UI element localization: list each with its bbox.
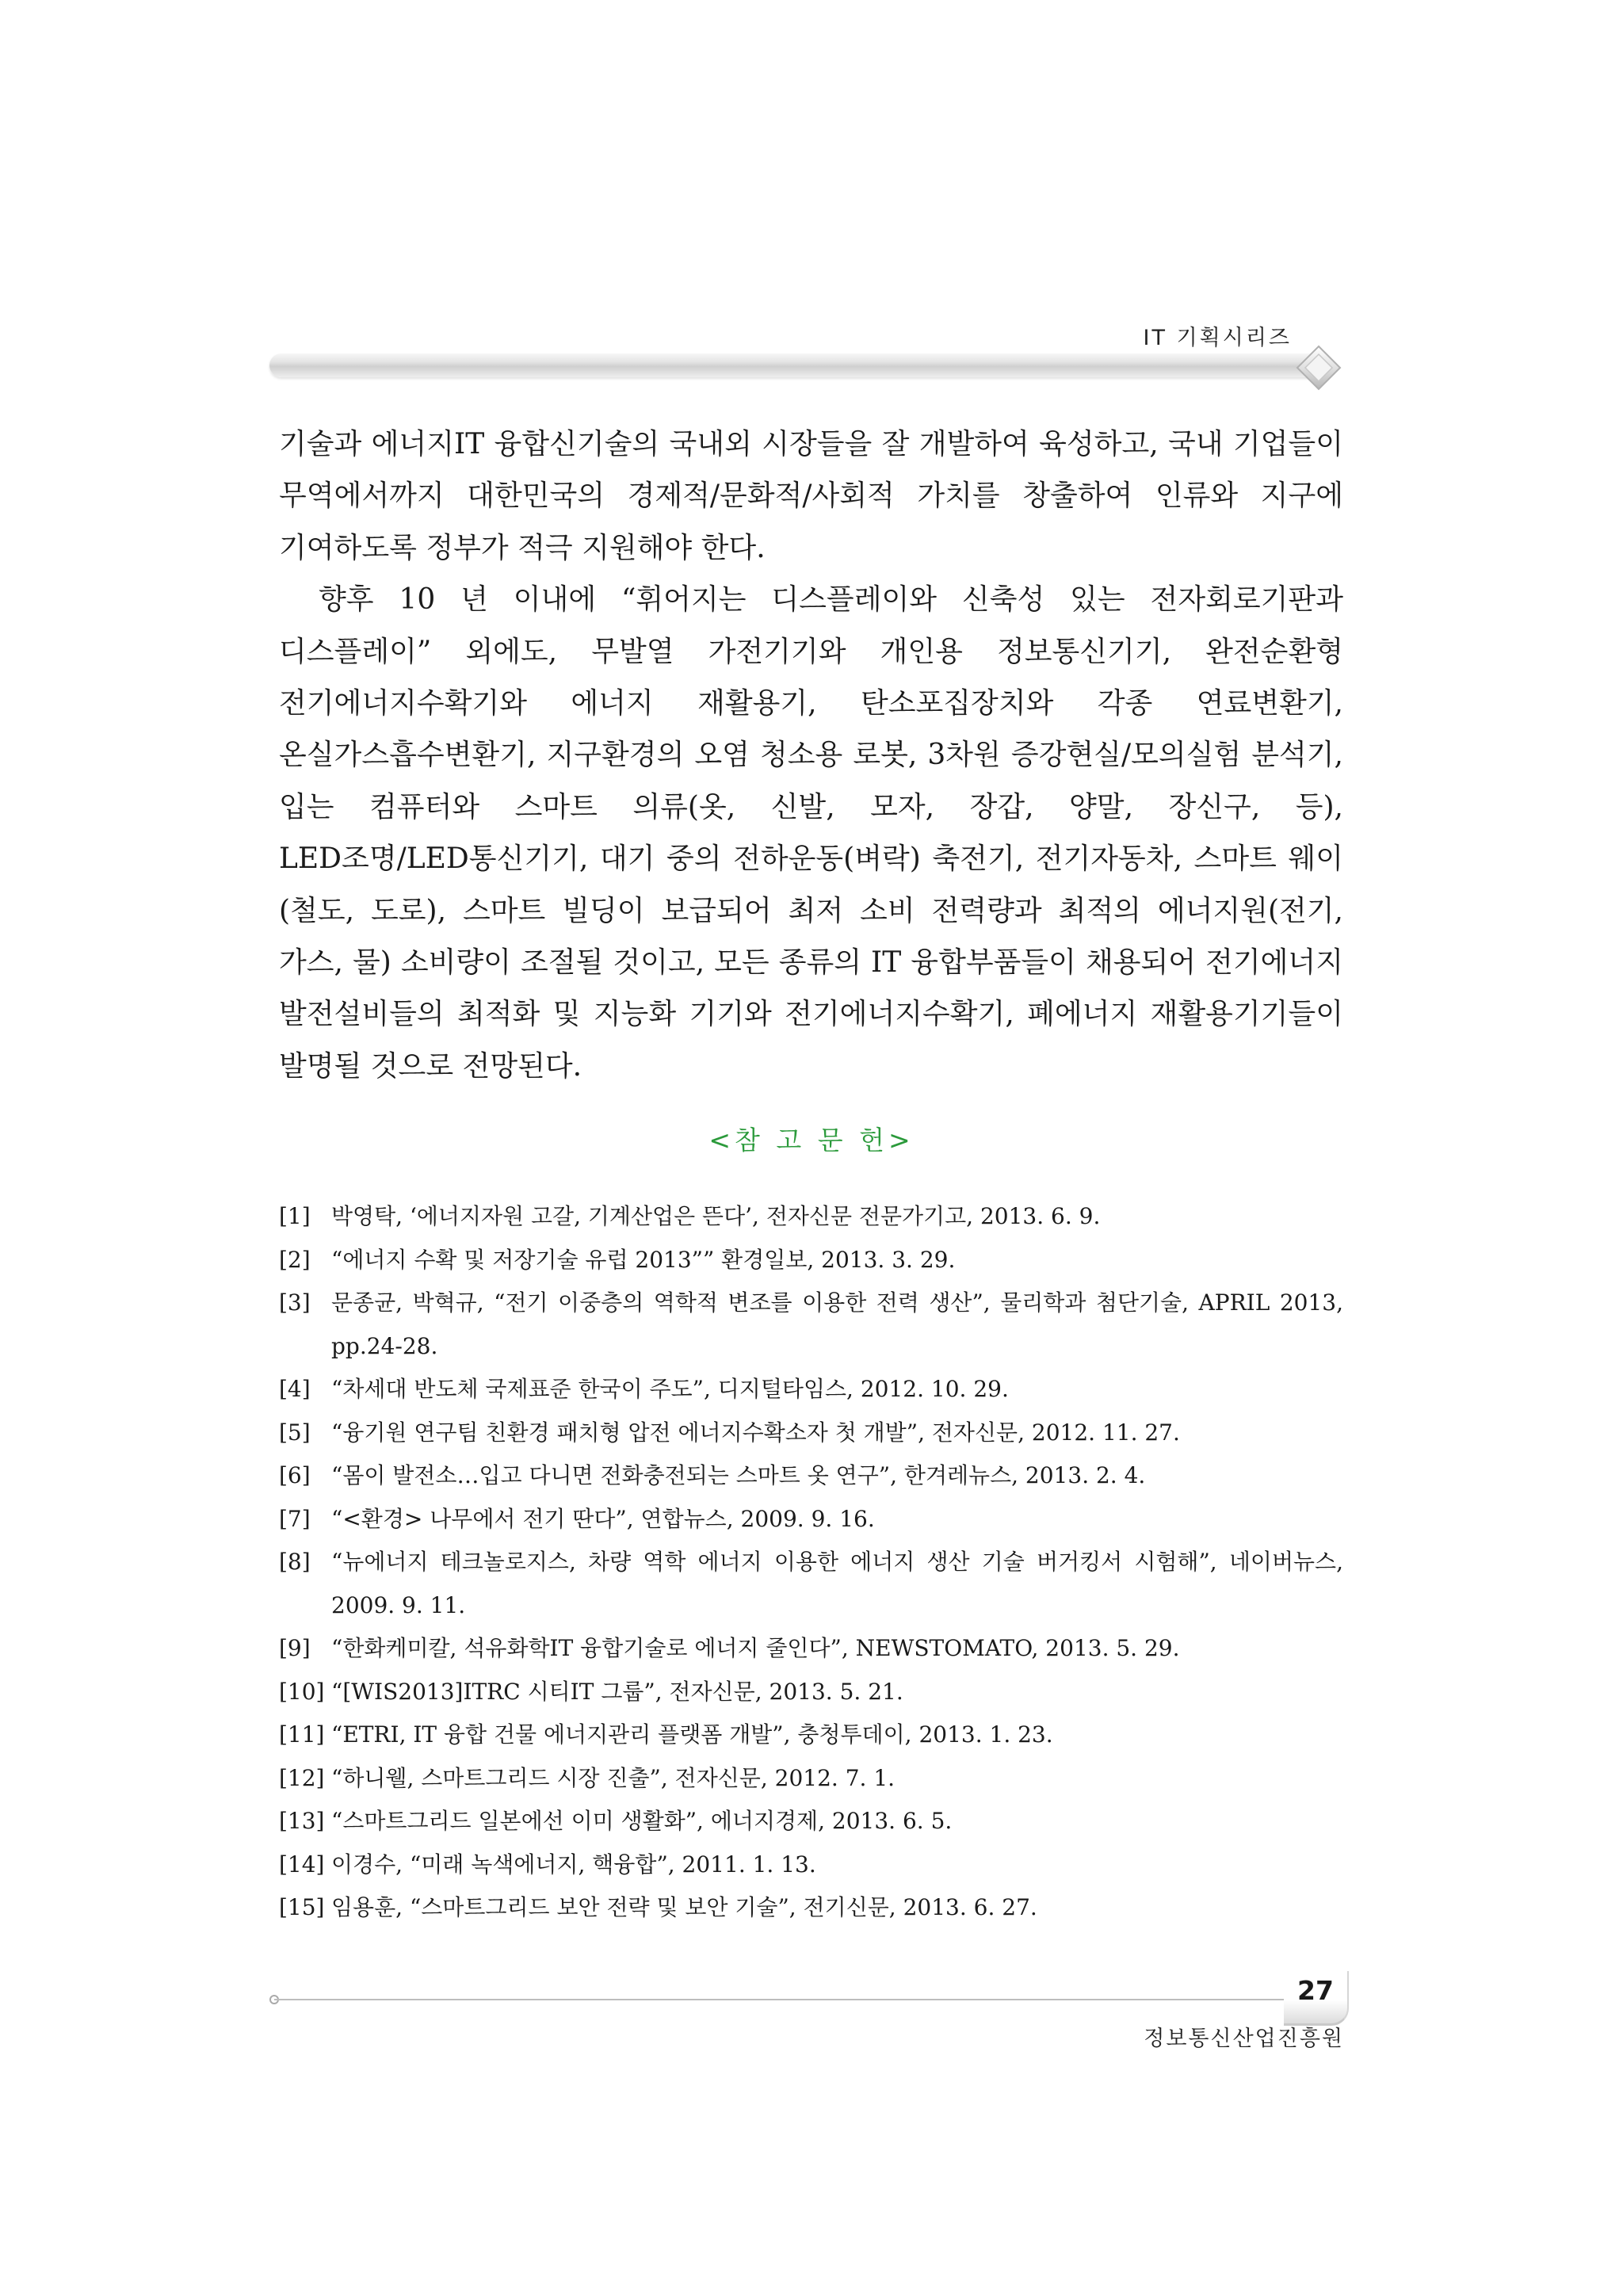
header-diamond-icon xyxy=(1294,343,1343,392)
reference-number: [14] xyxy=(279,1851,325,1878)
reference-text: “스마트그리드 일본에선 이미 생활화”, 에너지경제, 2013. 6. 5. xyxy=(331,1808,953,1834)
reference-number: [9] xyxy=(279,1635,311,1661)
reference-number: [4] xyxy=(279,1376,311,1402)
body-paragraph: 기술과 에너지IT 융합신기술의 국내외 시장들을 잘 개발하여 육성하고, 국내 기업들이 무역에서까지 대한민국의 경제적/문화적/사회적 가치를 창출하여 인류와 지구에 기여하도록 정부가 적극 지원해야 한다. xyxy=(279,428,1343,564)
reference-number: [2] xyxy=(279,1246,311,1273)
reference-item xyxy=(279,1713,1343,1757)
reference-text: “한화케미칼, 석유화학IT 융합기술로 에너지 줄인다”, NEWSTOMATO, 2013. 5. 29. xyxy=(331,1635,1180,1661)
reference-number: [11] xyxy=(279,1721,325,1748)
reference-text: “<환경> 나무에서 전기 딴다”, 연합뉴스, 2009. 9. 16. xyxy=(331,1505,875,1532)
running-header-title: IT 기획시리즈 xyxy=(1143,326,1292,350)
reference-item xyxy=(279,1886,1343,1930)
reference-text: “[WIS2013]ITRC 시티IT 그룹”, 전자신문, 2013. 5. 21. xyxy=(331,1678,903,1705)
reference-item xyxy=(279,1843,1343,1887)
reference-number: [7] xyxy=(279,1505,311,1532)
reference-text: “ETRI, IT 융합 건물 에너지관리 플랫폼 개발”, 충청투데이, 2013. 1. 23. xyxy=(331,1721,1053,1748)
body-text xyxy=(279,418,1343,1092)
reference-text: 박영탁, ‘에너지자원 고갈, 기계산업은 뜬다’, 전자신문 전문가기고, 2013. 6. 9. xyxy=(331,1203,1101,1229)
reference-item xyxy=(279,1454,1343,1498)
reference-item xyxy=(279,1627,1343,1671)
references-title: <참 고 문 헌> xyxy=(708,1125,915,1156)
reference-item xyxy=(279,1195,1343,1239)
reference-item xyxy=(279,1757,1343,1801)
reference-number: [3] xyxy=(279,1289,311,1316)
reference-text: 임용훈, “스마트그리드 보안 전략 및 보안 기술”, 전기신문, 2013. 6. 27. xyxy=(331,1894,1037,1920)
reference-number: [10] xyxy=(279,1678,325,1705)
footer-organization: 정보통신산업진흥원 xyxy=(1144,2027,1344,2051)
reference-number: [1] xyxy=(279,1203,311,1229)
reference-item xyxy=(279,1412,1343,1455)
reference-text: 이경수, “미래 녹색에너지, 핵융합”, 2011. 1. 13. xyxy=(331,1851,816,1878)
reference-number: [13] xyxy=(279,1808,325,1834)
reference-item xyxy=(279,1282,1343,1368)
page-number: 27 xyxy=(1297,1975,1334,2006)
reference-item xyxy=(279,1800,1343,1843)
reference-number: [8] xyxy=(279,1549,311,1575)
reference-item xyxy=(279,1498,1343,1541)
reference-text: “에너지 수확 및 저장기술 유럽 2013”” 환경일보, 2013. 3. 29. xyxy=(331,1246,956,1273)
reference-text: “하니웰, 스마트그리드 시장 진출”, 전자신문, 2012. 7. 1. xyxy=(331,1764,896,1791)
reference-item xyxy=(279,1368,1343,1412)
reference-text: “몸이 발전소…입고 다니면 전화충전되는 스마트 옷 연구”, 한겨레뉴스, 2013. 2. 4. xyxy=(331,1462,1146,1488)
reference-list xyxy=(279,1195,1343,1930)
reference-text: “차세대 반도체 국제표준 한국이 주도”, 디지털타임스, 2012. 10. 29. xyxy=(331,1376,1009,1402)
reference-item xyxy=(279,1239,1343,1282)
body-paragraph: 향후 10 년 이내에 “휘어지는 디스플레이와 신축성 있는 전자회로기판과 디스플레이” 외에도, 무발열 가전기기와 개인용 정보통신기기, 완전순환형 전기에너지수확기와 에너지 재활용기, 탄소포집장치와 각종 연료변환기, 온실가스흡수변환기, 지구환경의 오염 청소용 로봇, 3차원 증강현실/모의실험 분석기, 입는 컴퓨터와 스마트 의류(옷, 신발, 모자, 장갑, 양말, 장신구, 등), LED조명/LED통신기기, 대기 중의 전하운동(벼락) 축전기, 전기자동차, 스마트 웨이(철도, 도로), 스마트 빌딩이 보급되어 최저 소비 전력량과 최적의 에너지원(전기, 가스, 물) 소비량이 조절될 것이고, 모든 종류의 IT 융합부품들이 채용되어 전기에너지 발전설비들의 최적화 및 지능화 기기와 전기에너지수확기, 폐에너지 재활용기기들이 발명될 것으로 전망된다. xyxy=(279,583,1343,1083)
reference-number: [6] xyxy=(279,1462,311,1488)
reference-text: 문종균, 박혁규, “전기 이중층의 역학적 변조를 이용한 전력 생산”, 물리학과 첨단기술, APRIL 2013, pp.24-28. xyxy=(331,1289,1343,1359)
reference-text: “뉴에너지 테크놀로지스, 차량 역학 에너지 이용한 에너지 생산 기술 버거킹서 시험해”, 네이버뉴스, 2009. 9. 11. xyxy=(331,1549,1343,1618)
header-rule-bar xyxy=(269,353,1323,377)
reference-item xyxy=(279,1671,1343,1714)
reference-number: [12] xyxy=(279,1764,325,1791)
reference-number: [5] xyxy=(279,1419,311,1446)
footer-rule xyxy=(274,1999,1296,2000)
reference-number: [15] xyxy=(279,1894,325,1920)
reference-text: “융기원 연구팀 친환경 패치형 압전 에너지수확소자 첫 개발”, 전자신문, 2012. 11. 27. xyxy=(331,1419,1180,1446)
reference-item xyxy=(279,1541,1343,1627)
